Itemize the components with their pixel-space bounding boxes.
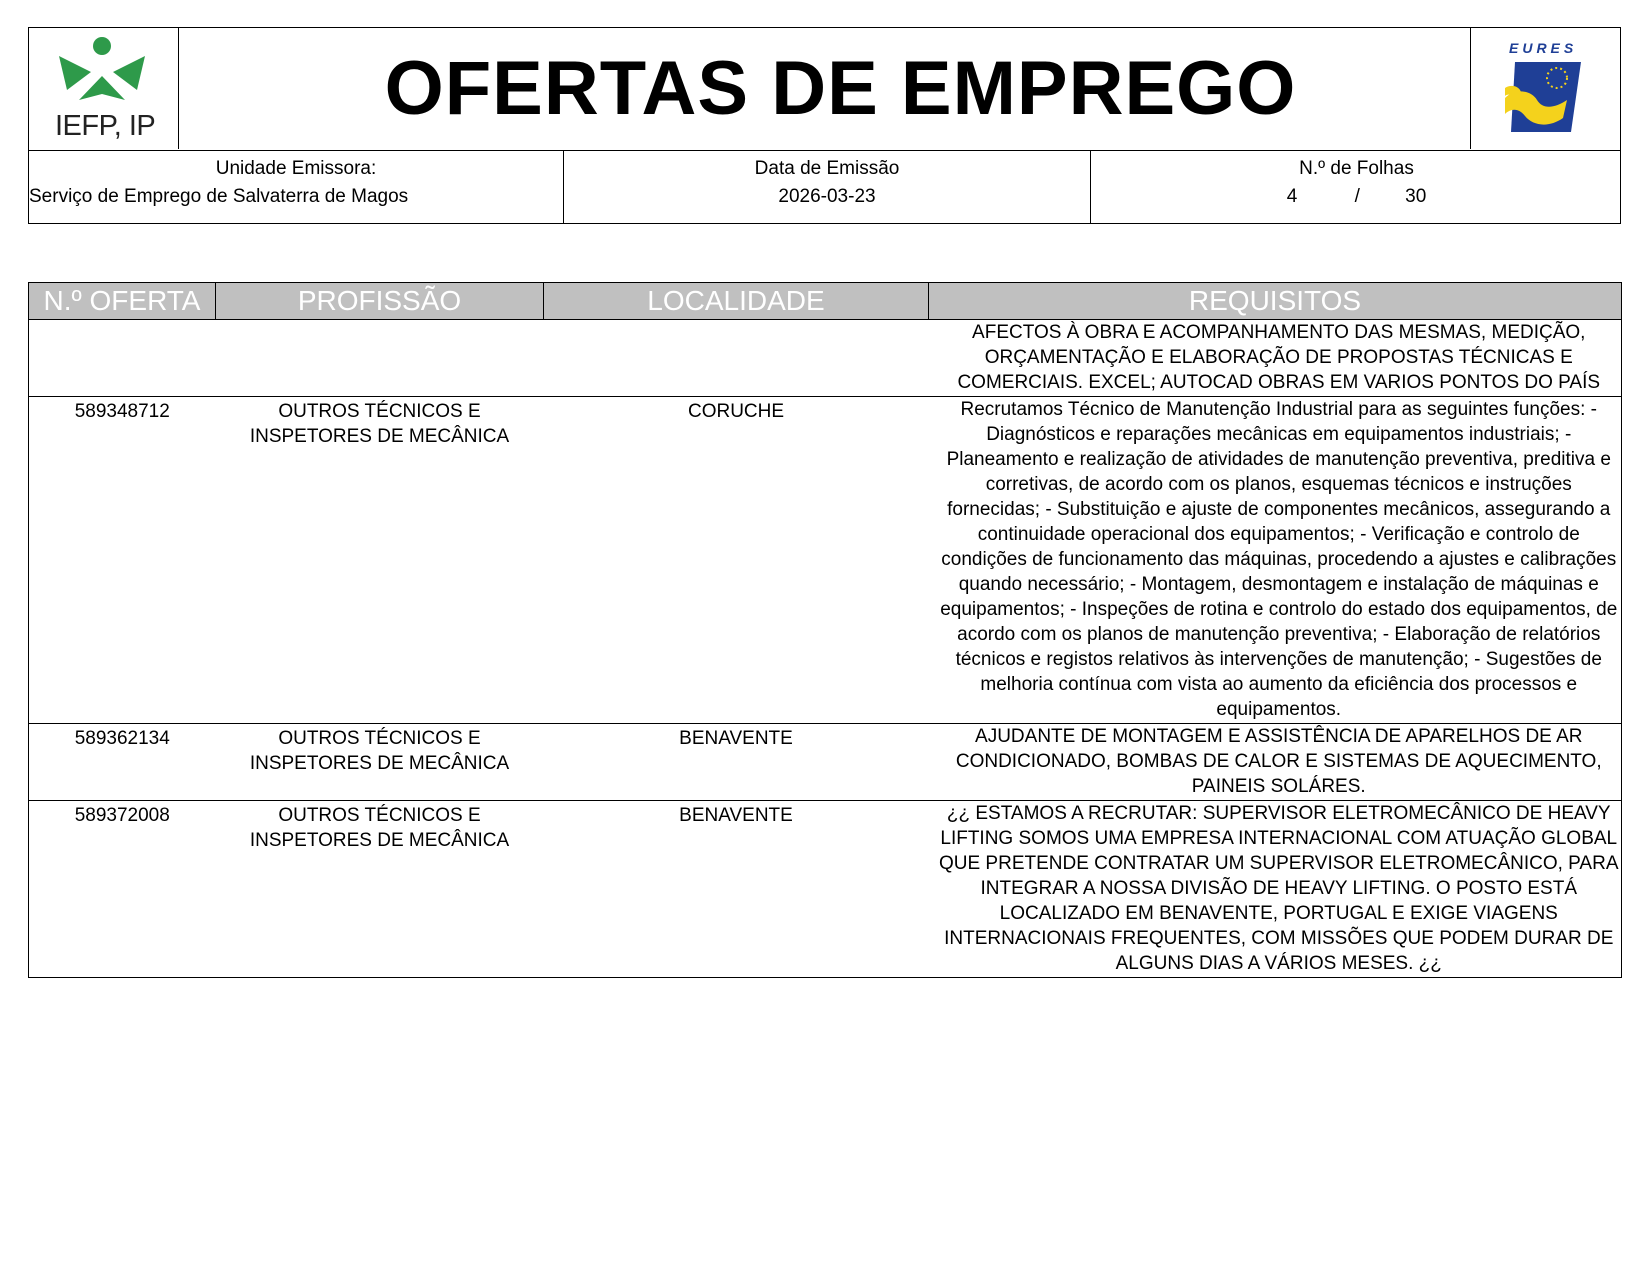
cell-oferta: 589362134: [29, 724, 216, 801]
unidade-emissora-value: Serviço de Emprego de Salvaterra de Magos: [29, 186, 409, 207]
cell-requisitos: ¿¿ ESTAMOS A RECRUTAR: SUPERVISOR ELETROMECÂNICO DE HEAVY LIFTING SOMOS UMA EMPRESA INTERNACIONAL COM ATUAÇÃO GLOBAL QUE PRETENDE CONTRATAR UM SUPERVISOR ELETROMECÂNICO, PARA INTEGRAR A NOSSA DIVISÃO DE HEAVY LIFTING. O POSTO ESTÁ LOCALIZADO EM BENAVENTE, PORTUGAL E EXIGE VIAGENS INTERNACIONAIS FREQUENTES, COM MISSÕES QUE PODEM DURAR DE ALGUNS DIAS A VÁRIOS MESES. ¿¿: [929, 801, 1622, 978]
folhas-total: 30: [1405, 186, 1427, 207]
data-emissao-value: 2026-03-23: [778, 186, 876, 207]
table-row: [29, 801, 1622, 978]
title-cell: [179, 28, 1502, 149]
table-row: [29, 724, 1622, 801]
col-header-oferta: N.º OFERTA: [29, 283, 216, 320]
cell-profissao: OUTROS TÉCNICOS E INSPETORES DE MECÂNICA: [216, 801, 544, 978]
col-header-localidade: LOCALIDADE: [544, 283, 929, 320]
cell-oferta: 589372008: [29, 801, 216, 978]
cell-oferta: [29, 320, 216, 397]
cell-profissao: OUTROS TÉCNICOS E INSPETORES DE MECÂNICA: [216, 724, 544, 801]
table-row: [29, 397, 1622, 724]
job-offers-table: [28, 282, 1622, 978]
iefp-logo: [29, 28, 179, 149]
cell-profissao: [216, 320, 544, 397]
cell-profissao: OUTROS TÉCNICOS E INSPETORES DE MECÂNICA: [216, 397, 544, 724]
eures-logo-text: EURES: [1509, 40, 1578, 56]
table-row: [29, 320, 1622, 397]
col-header-profissao: PROFISSÃO: [216, 283, 544, 320]
eures-emblem-icon: [1471, 28, 1621, 149]
eures-logo: [1470, 28, 1620, 149]
data-emissao-cell: [564, 150, 1091, 223]
page-title: OFERTAS DE EMPREGO: [384, 45, 1297, 131]
cell-requisitos: AJUDANTE DE MONTAGEM E ASSISTÊNCIA DE APARELHOS DE AR CONDICIONADO, BOMBAS DE CALOR E SISTEMAS DE AQUECIMENTO, PAINEIS SOLÁRES.: [929, 724, 1622, 801]
cell-localidade: BENAVENTE: [544, 724, 929, 801]
folha-atual: 4: [1286, 186, 1298, 207]
cell-localidade: BENAVENTE: [544, 801, 929, 978]
unidade-emissora-cell: [29, 150, 564, 223]
numero-folhas-value: [1091, 186, 1622, 208]
table-header-row: [29, 283, 1622, 320]
cell-oferta: 589348712: [29, 397, 216, 724]
iefp-emblem-icon: [29, 28, 179, 118]
header-top-row: [29, 28, 1620, 151]
cell-requisitos: AFECTOS À OBRA E ACOMPANHAMENTO DAS MESMAS, MEDIÇÃO, ORÇAMENTAÇÃO E ELABORAÇÃO DE PROPOSTAS TÉCNICAS E COMERCIAIS. EXCEL; AUTOCAD OBRAS EM VARIOS PONTOS DO PAÍS: [929, 320, 1622, 397]
unidade-emissora-label: Unidade Emissora:: [215, 158, 377, 179]
col-header-requisitos: REQUISITOS: [929, 283, 1622, 320]
cell-localidade: CORUCHE: [544, 397, 929, 724]
header-info-row: [29, 150, 1620, 223]
numero-folhas-label: N.º de Folhas: [1299, 158, 1414, 179]
cell-localidade: [544, 320, 929, 397]
iefp-logo-text: IEFP, IP: [55, 110, 156, 142]
data-emissao-label: Data de Emissão: [754, 158, 900, 179]
document-header: [28, 27, 1621, 224]
numero-folhas-cell: [1091, 150, 1622, 223]
cell-requisitos: Recrutamos Técnico de Manutenção Industrial para as seguintes funções: - Diagnósticos e reparações mecânicas em equipamentos industriais; - Planeamento e realização de atividades de manutenção preventiva, preditiva e corretivas, de acordo com os planos, esquemas técnicos e instruções fornecidas; - Substituição e ajuste de componentes mecânicos, assegurando a continuidade operacional dos equipamentos; - Verificação e controlo de condições de funcionamento das máquinas, procedendo a ajustes e calibrações quando necessário; - Montagem, desmontagem e instalação de máquinas e equipamentos; - Inspeções de rotina e controlo do estado dos equipamentos, de acordo com os planos de manutenção preventiva; - Elaboração de relatórios técnicos e registos relativos às intervenções de manutenção; - Sugestões de melhoria contínua com vista ao aumento da eficiência dos processos e equipamentos.: [929, 397, 1622, 724]
folhas-separator: /: [1354, 186, 1360, 207]
